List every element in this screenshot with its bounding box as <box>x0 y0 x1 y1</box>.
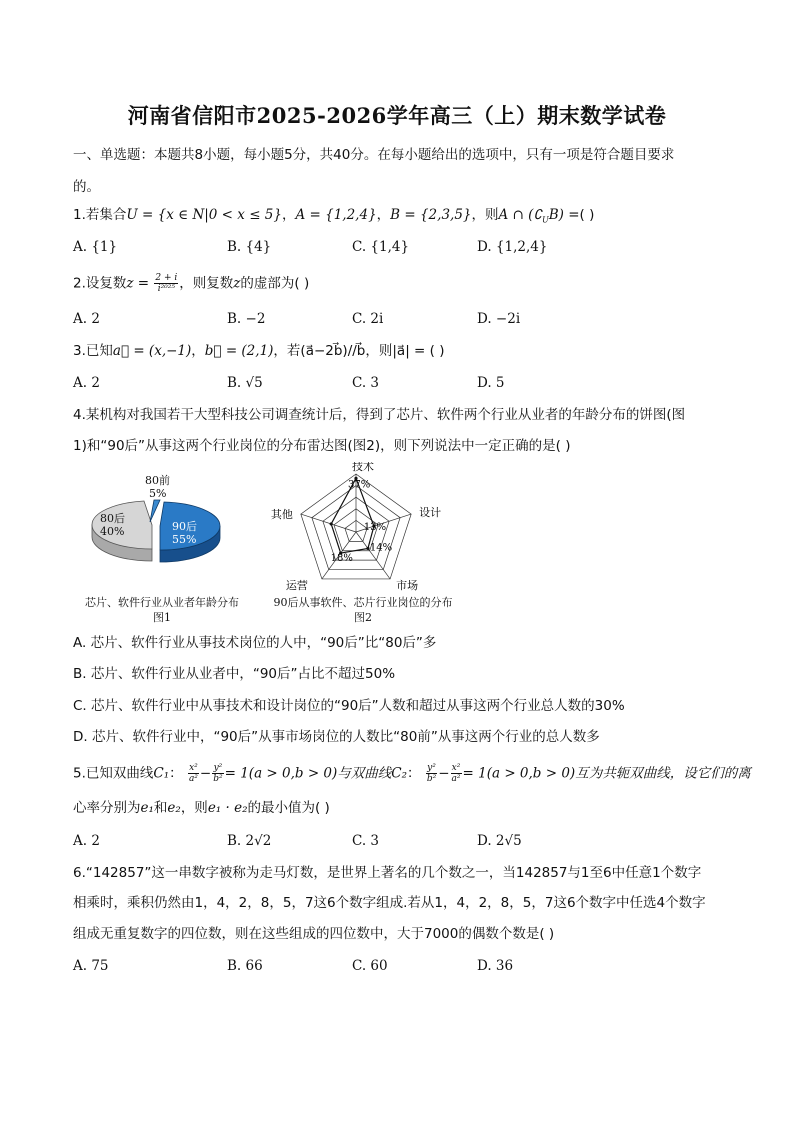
q2-option-b[interactable]: B. −2 <box>227 311 266 327</box>
q1-option-c[interactable]: C. {1,4} <box>352 239 410 255</box>
q5-option-b[interactable]: B. 2√2 <box>227 833 272 849</box>
section-instructions-line2: 的。 <box>73 179 100 195</box>
radar-category-label: 其他 <box>270 508 293 522</box>
radar-value-label: 18% <box>330 553 353 565</box>
pie-label-80qian-value: 5% <box>149 487 167 500</box>
q5-frac-x2-a2-c2: $\frac{\text{x²}}{\text{a²}}$ <box>451 763 461 784</box>
q5-frac-y2-b2-c2: $\frac{\text{y²}}{\text{b²}}$ <box>426 763 437 784</box>
question-6-stem-line2: 相乘时，乘积仍然由1，4，2，8，5，7这6个数字组成.若从1，4，2，8，5，7这6个数字中任选4个数字 <box>73 895 706 911</box>
q1-option-d[interactable]: D. {1,2,4} <box>477 239 548 255</box>
radar-point-其他 <box>330 522 333 525</box>
q3-option-c[interactable]: C. 3 <box>352 375 380 391</box>
q5-option-d[interactable]: D. 2√5 <box>477 833 522 849</box>
q2-option-c[interactable]: C. 2i <box>352 311 384 327</box>
q2-option-a[interactable]: A. 2 <box>73 311 100 327</box>
question-5-stem-line1: 5.已知双曲线C₁： $\frac{\text{x²}}{\text{a²}}$ − $\frac{\text{y²}}{\text{b²}}$ = 1(a > 0,b > 0)与双曲线C₂： $\frac{\text{y²}}{\text{b²}}$ − $\frac{\text{x²}}{\text{a²}}$ = 1(a > 0,b > 0)互为共轭双曲线，设它们的离 <box>73 763 751 784</box>
question-2-stem: 2.设复数z = $\frac{2 + i}{\text{i²⁰²⁵}}$ ，则复数z的虚部为( ) <box>73 273 310 294</box>
question-5-stem-line2: 心率分别为e₁和e₂，则e₁ · e₂的最小值为( ) <box>73 800 330 816</box>
radar-value-label: 13% <box>363 522 387 534</box>
question-4-stem-line2: 1)和“90后”从事这两个行业岗位的分布雷达图(图2)，则下列说法中一定正确的是( ) <box>73 438 571 454</box>
pie-label-90hou-name: 90后 <box>172 520 197 533</box>
question-1-stem: 1.若集合U = {x ∈ N|0 < x ≤ 5}，A = {1,2,4}，B = {2,3,5}，则A ∩ $(∁_UB)$ =( ) <box>73 207 595 225</box>
radar-category-label: 设计 <box>419 506 442 520</box>
q6-option-a[interactable]: A. 75 <box>73 958 109 974</box>
radar-chart-svg <box>258 462 468 594</box>
q5-frac-x2-a2: $\frac{\text{x²}}{\text{a²}}$ <box>188 763 198 784</box>
q5-option-a[interactable]: A. 2 <box>73 833 100 849</box>
figure-1-pie-chart <box>72 470 252 626</box>
q4-option-a[interactable]: A. 芯片、软件行业从事技术岗位的人中，“90后”比“80后”多 <box>73 635 437 651</box>
question-6-stem-line1: 6.“142857”这一串数字被称为走马灯数，是世界上著名的几个数之一，当142857与1至6中任意1个数字 <box>73 865 702 881</box>
question-3-stem: 3.已知a⃗ = (x,−1)，b⃗ = (2,1)，若(a⃗−2b⃗)//b⃗，则|a⃗| = ( ) <box>73 343 445 359</box>
q3-option-a[interactable]: A. 2 <box>73 375 100 391</box>
pie-label-80hou-name: 80后 <box>100 512 125 525</box>
radar-axis-市场 <box>356 532 393 579</box>
radar-value-label: 14% <box>369 542 393 554</box>
radar-value-label: 37% <box>348 479 371 491</box>
pie-label-80hou-value: 40% <box>100 525 125 538</box>
q5-frac-y2-b2: $\frac{\text{y²}}{\text{b²}}$ <box>213 763 223 784</box>
q3-option-d[interactable]: D. 5 <box>477 375 505 391</box>
exam-title: 河南省信阳市2025-2026学年高三（上）期末数学试卷 <box>127 103 667 128</box>
figure-2-label: 图2 <box>354 611 372 624</box>
q1-option-a[interactable]: A. {1} <box>73 239 118 255</box>
figure-1-label: 图1 <box>153 611 171 624</box>
question-6-stem-line3: 组成无重复数字的四位数，则在这些组成的四位数中，大于7000的偶数个数是( ) <box>73 926 555 942</box>
section-instructions-line1: 一、单选题：本题共8小题，每小题5分，共40分。在每小题给出的选项中，只有一项是符合题目要求 <box>73 147 675 163</box>
q4-option-b[interactable]: B. 芯片、软件行业从业者中，“90后”占比不超过50% <box>73 666 396 682</box>
radar-category-label: 技术 <box>352 462 374 473</box>
radar-category-label: 运营 <box>285 578 308 592</box>
q2-option-d[interactable]: D. −2i <box>477 311 521 327</box>
question-4-stem-line1: 4.某机构对我国若干大型科技公司调查统计后，得到了芯片、软件两个行业从业者的年龄分布的饼图(图 <box>73 407 686 423</box>
q1-option-b[interactable]: B. {4} <box>227 239 272 255</box>
figure-2-caption: 90后从事软件、芯片行业岗位的分布 <box>273 596 453 609</box>
pie-slice-80qian <box>150 500 160 522</box>
pie-chart-svg <box>72 470 252 596</box>
q6-option-d[interactable]: D. 36 <box>477 958 514 974</box>
q6-option-c[interactable]: C. 60 <box>352 958 388 974</box>
figure-2-radar-chart <box>258 462 468 626</box>
q4-option-d[interactable]: D. 芯片、软件行业中，“90后”从事市场岗位的人数比“80前”从事这两个行业的总人数多 <box>73 729 600 745</box>
pie-label-90hou-value: 55% <box>172 533 197 546</box>
q6-option-b[interactable]: B. 66 <box>227 958 263 974</box>
figure-1-caption: 芯片、软件行业从业者年龄分布 <box>85 596 239 609</box>
q4-option-c[interactable]: C. 芯片、软件行业中从事技术和设计岗位的“90后”人数和超过从事这两个行业总人数的30% <box>73 698 625 714</box>
q2-fraction: $\frac{2 + i}{\text{i²⁰²⁵}}$ <box>155 273 178 294</box>
radar-category-label: 市场 <box>396 578 419 592</box>
pie-label-80qian-name: 80前 <box>145 474 170 487</box>
radar-axis-其他 <box>301 514 356 532</box>
q5-option-c[interactable]: C. 3 <box>352 833 380 849</box>
q3-option-b[interactable]: B. √5 <box>227 375 263 391</box>
